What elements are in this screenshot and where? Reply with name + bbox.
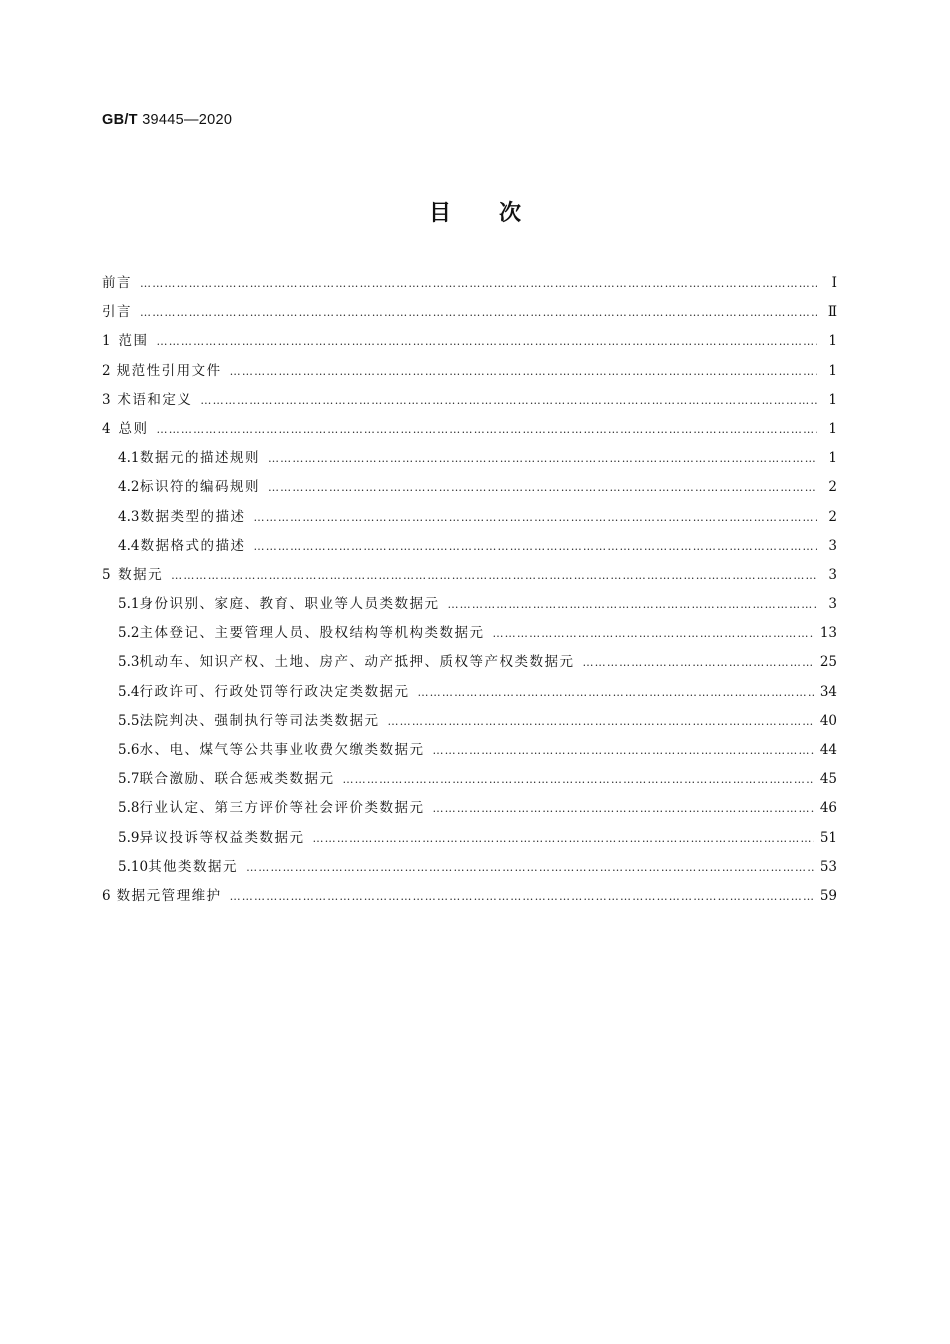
toc-entry-page: 3 <box>828 537 837 554</box>
toc-entry-number: 5.2 <box>118 625 140 642</box>
toc-entry[interactable] <box>102 621 837 650</box>
dot-leader <box>254 511 817 524</box>
toc-entry[interactable] <box>102 475 837 504</box>
dot-leader <box>268 452 817 465</box>
toc-entry-title: 数据类型的描述 <box>140 508 246 525</box>
table-of-contents <box>102 271 837 913</box>
toc-entry[interactable] <box>102 738 837 767</box>
toc-entry-page: 1 <box>828 391 837 408</box>
toc-entry[interactable] <box>102 884 837 913</box>
toc-entry-title: 引言 <box>102 304 132 321</box>
dot-leader <box>140 277 817 290</box>
toc-entry-page: 1 <box>828 450 837 467</box>
toc-entry[interactable] <box>102 563 837 592</box>
toc-entry-page: 3 <box>828 596 837 613</box>
dot-leader <box>246 861 814 874</box>
toc-entry-page: 3 <box>828 566 837 583</box>
toc-entry-number: 4.1 <box>118 450 140 467</box>
dot-leader <box>582 656 813 669</box>
toc-entry-title: 前言 <box>102 275 132 291</box>
toc-entry[interactable] <box>102 505 837 534</box>
toc-entry[interactable] <box>102 650 837 679</box>
dot-leader <box>417 686 813 699</box>
toc-entry-title: 行业认定、第三方评价等社会评价类数据元 <box>139 800 425 817</box>
toc-entry-title: 其他类数据元 <box>148 858 239 875</box>
toc-entry-title: 规范性引用文件 <box>116 362 222 379</box>
dot-leader <box>157 335 818 348</box>
page-title: 目次 <box>428 201 569 226</box>
toc-entry-page: 51 <box>819 829 837 846</box>
toc-entry[interactable] <box>102 329 837 358</box>
toc-entry-number: 3 <box>102 391 111 408</box>
toc-entry-page: 2 <box>828 508 837 525</box>
toc-entry[interactable] <box>102 359 837 388</box>
toc-entry-number: 4.2 <box>118 479 140 496</box>
toc-entry-page: Ⅱ <box>827 304 837 321</box>
toc-entry[interactable] <box>102 826 837 855</box>
toc-entry-title: 水、电、煤气等公共事业收费欠缴类数据元 <box>139 742 425 758</box>
dot-leader <box>230 365 817 378</box>
toc-entry-page: 40 <box>819 712 837 729</box>
toc-entry-page: Ⅰ <box>831 275 837 291</box>
toc-entry-number: 4.4 <box>118 537 140 554</box>
toc-entry-number: 5.3 <box>118 654 140 671</box>
toc-entry-number: 5 <box>102 566 111 583</box>
toc-entry-page: 46 <box>819 800 837 817</box>
toc-entry-page: 25 <box>819 654 837 671</box>
toc-entry-number: 4 <box>102 420 111 437</box>
dot-leader <box>140 306 817 319</box>
toc-entry[interactable] <box>102 855 837 884</box>
dot-leader <box>342 773 813 786</box>
toc-entry-number: 5.4 <box>118 683 140 700</box>
toc-entry-page: 2 <box>828 479 837 496</box>
dot-leader <box>447 598 817 611</box>
standard-code <box>102 112 232 128</box>
toc-entry-number: 5.8 <box>118 800 140 817</box>
toc-entry-title: 数据元的描述规则 <box>139 450 260 467</box>
toc-entry-number: 5.5 <box>118 712 140 729</box>
toc-entry[interactable] <box>102 709 837 738</box>
dot-leader <box>268 481 817 494</box>
toc-entry-title: 标识符的编码规则 <box>139 479 260 496</box>
toc-entry[interactable] <box>102 680 837 709</box>
dot-leader <box>157 423 818 436</box>
toc-entry-title: 主体登记、主要管理人员、股权结构等机构类数据元 <box>139 625 485 642</box>
toc-entry[interactable] <box>102 534 837 563</box>
toc-entry-title: 身份识别、家庭、教育、职业等人员类数据元 <box>139 596 440 613</box>
toc-entry-title: 联合激励、联合惩戒类数据元 <box>139 771 335 788</box>
toc-entry-page: 45 <box>819 771 837 788</box>
toc-entry-number: 5.9 <box>118 829 140 846</box>
toc-entry-title: 范围 <box>118 333 149 350</box>
toc-entry-title: 行政许可、行政处罚等行政决定类数据元 <box>139 683 410 700</box>
dot-leader <box>171 569 817 582</box>
toc-entry[interactable] <box>102 592 837 621</box>
toc-entry-title: 术语和定义 <box>117 391 193 408</box>
toc-entry-title: 法院判决、强制执行等司法类数据元 <box>139 712 380 729</box>
toc-entry-page: 13 <box>819 625 837 642</box>
toc-entry-title: 异议投诉等权益类数据元 <box>139 829 305 846</box>
toc-entry-page: 59 <box>819 887 837 904</box>
toc-entry-page: 44 <box>819 742 837 758</box>
toc-entry-title: 数据元 <box>118 566 164 583</box>
dot-leader <box>230 890 814 903</box>
dot-leader <box>200 394 817 407</box>
toc-entry[interactable] <box>102 446 837 475</box>
dot-leader <box>254 540 817 553</box>
toc-entry-number: 5.1 <box>118 596 140 613</box>
toc-entry-page: 53 <box>819 858 837 875</box>
toc-entry-title: 数据格式的描述 <box>140 537 246 554</box>
dot-leader <box>432 802 813 815</box>
dot-leader <box>492 627 813 640</box>
toc-entry-number: 6 <box>102 887 111 904</box>
toc-entry-number: 5.10 <box>118 858 149 875</box>
toc-entry-page: 1 <box>828 420 837 437</box>
standard-prefix: GB/T <box>102 112 138 128</box>
dot-leader <box>387 715 813 728</box>
toc-entry-title: 总则 <box>118 420 149 437</box>
dot-leader <box>312 832 813 845</box>
toc-entry-title: 数据元管理维护 <box>116 887 222 904</box>
toc-entry-page: 1 <box>828 333 837 350</box>
toc-entry-page: 1 <box>828 362 837 379</box>
toc-entry-number: 4.3 <box>118 508 140 525</box>
toc-entry[interactable] <box>102 767 837 796</box>
toc-entry-number: 5.6 <box>118 742 140 758</box>
toc-entry-title: 机动车、知识产权、土地、房产、动产抵押、质权等产权类数据元 <box>139 654 575 671</box>
toc-entry-page: 34 <box>819 683 837 700</box>
toc-entry[interactable] <box>102 388 837 417</box>
toc-entry-number: 2 <box>102 362 111 379</box>
toc-entry-number: 1 <box>102 333 111 350</box>
toc-entry[interactable] <box>102 417 837 446</box>
toc-entry[interactable] <box>102 300 837 329</box>
toc-entry[interactable] <box>102 271 837 300</box>
dot-leader <box>432 744 813 757</box>
standard-number: 39445—2020 <box>142 112 233 128</box>
toc-entry[interactable] <box>102 796 837 825</box>
toc-entry-number: 5.7 <box>118 771 140 788</box>
